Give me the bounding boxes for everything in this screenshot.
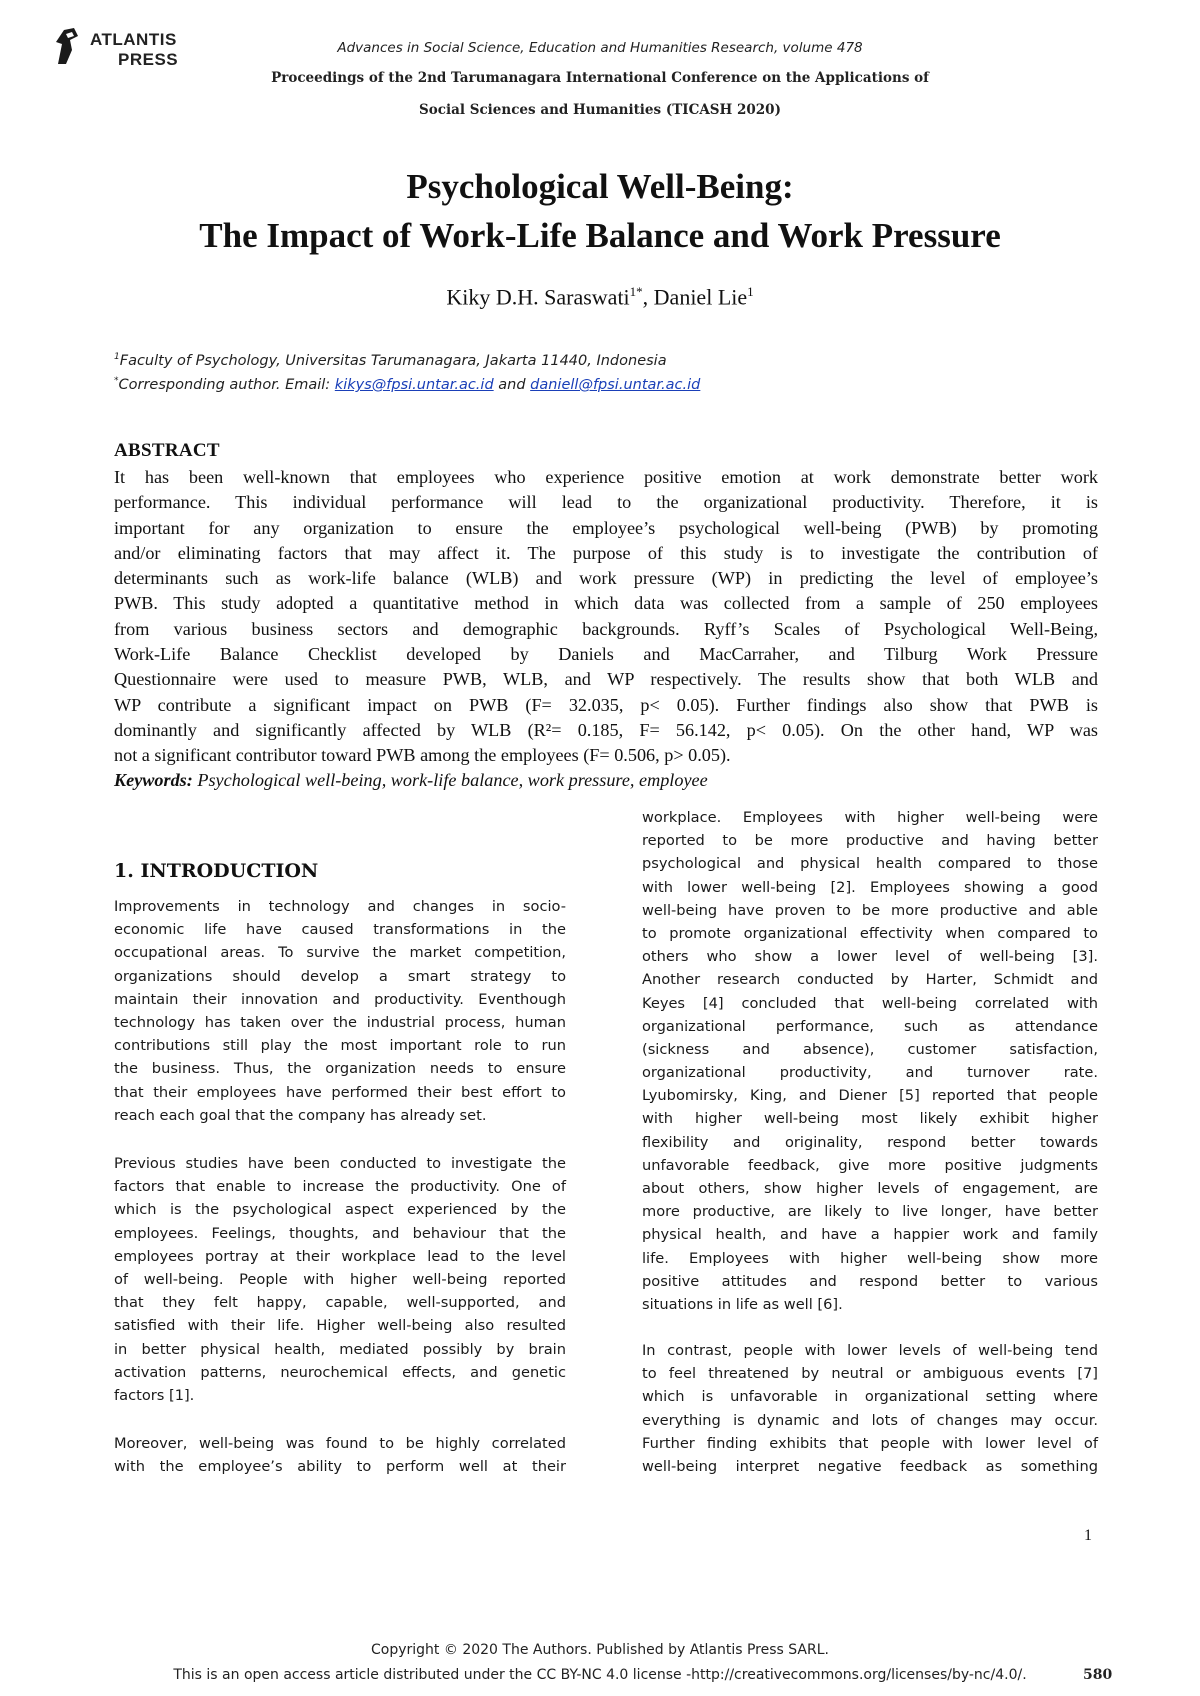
intro-p2-line: which is the psychological aspect experienced by the (114, 1201, 566, 1219)
paper-title-line-2: The Impact of Work-Life Balance and Work Pressure (199, 216, 1001, 255)
intro-paragraph-right-2 (642, 1339, 1098, 1478)
corresponding-marker: * (114, 376, 119, 386)
keywords-label: Keywords: (114, 770, 193, 790)
publisher-logo (52, 26, 182, 72)
intro-right-p1-line: more productive, are likely to live longer, have better (642, 1203, 1098, 1221)
abstract-line: Work-Life Balance Checklist developed by Daniels and MacCarraher, and Tilburg Work Pressure (114, 644, 1098, 665)
intro-p1-line: reach each goal that the company has already set. (114, 1106, 487, 1124)
intro-right-p1-line: psychological and physical health compared to those (642, 855, 1098, 873)
email-link-2[interactable]: daniell@fpsi.untar.ac.id (530, 376, 701, 393)
affiliation (114, 352, 667, 369)
affiliation-marker: 1 (114, 352, 120, 362)
intro-p2-line: employees. Feelings, thoughts, and behaviour that the (114, 1224, 566, 1242)
intro-p2-line: employees portray at their workplace lead to the level (114, 1247, 566, 1265)
intro-right-p1-line: Keyes [4] concluded that well-being correlated with (642, 994, 1098, 1012)
intro-p1-line: economic life have caused transformations in the (114, 921, 566, 939)
proceedings-line-1: Proceedings of the 2nd Tarumanagara International Conference on the Applications of (271, 70, 929, 86)
abstract-line: from various business sectors and demographic backgrounds. Ryff’s Scales of Psychological Well-Being, (114, 618, 1098, 639)
series-title: Advances in Social Science, Education and Humanities Research, volume 478 (337, 40, 863, 56)
intro-right-p1-line: Lyubomirsky, King, and Diener [5] reported that people (642, 1087, 1098, 1105)
intro-right-p1-line: Another research conducted by Harter, Schmidt and (642, 971, 1098, 989)
abstract-line: It has been well-known that employees who experience positive emotion at work demonstrate better work (114, 467, 1098, 487)
paper-title-line-1: Psychological Well-Being: (406, 167, 794, 206)
keywords-list: Psychological well-being, work-life balance, work pressure, employee (192, 770, 708, 790)
keywords (114, 770, 708, 791)
proceedings-line-2: Social Sciences and Humanities (TICASH 2020) (419, 102, 781, 118)
copyright-notice: Copyright © 2020 The Authors. Published by Atlantis Press SARL. (371, 1642, 829, 1658)
intro-right-p1-line: reported to be more productive and having better (642, 832, 1098, 850)
license-notice: This is an open access article distributed under the CC BY-NC 4.0 license -http://creativecommons.org/licenses/by-nc/4.0/. (173, 1667, 1027, 1683)
intro-right-p1-line: others who show a lower level of well-being [3]. (642, 948, 1098, 966)
intro-p1-line: the business. Thus, the organization needs to ensure (114, 1060, 566, 1078)
intro-right-p1-line: with higher well-being most likely exhibit higher (642, 1110, 1098, 1128)
author-2-marker: 1 (747, 284, 754, 299)
intro-right-p1-line: flexibility and originality, respond better towards (642, 1133, 1098, 1151)
author-2: Daniel Lie (653, 284, 748, 310)
intro-right-p2-line: which is unfavorable in organizational setting where (642, 1388, 1098, 1406)
intro-p1-line: maintain their innovation and productivity. Eventhough (114, 990, 566, 1008)
affiliation-text: Faculty of Psychology, Universitas Tarumanagara, Jakarta 11440, Indonesia (119, 352, 667, 369)
corresponding-author (114, 376, 700, 393)
abstract-line: PWB. This study adopted a quantitative method in which data was collected from a sample of 250 employees (114, 593, 1098, 614)
author-1: Kiky D.H. Saraswati (446, 284, 630, 310)
intro-right-p1-line: well-being have proven to be more productive and able (642, 901, 1098, 919)
intro-right-p1-line: organizational performance, such as attendance (642, 1017, 1098, 1035)
intro-p2-line: Previous studies have been conducted to investigate the (114, 1155, 566, 1172)
abstract-line: not a significant contributor toward PWB among the employees (F= 0.506, p> 0.05). (114, 745, 731, 766)
intro-right-p1-line: physical health, and have a happier work and family (642, 1226, 1098, 1244)
logo-text-press: PRESS (118, 50, 179, 69)
intro-paragraph-right-1 (642, 806, 1098, 1316)
abstract-line: dominantly and significantly affected by WLB (R²= 0.185, F= 56.142, p< 0.05). On the other hand, WP was (114, 719, 1098, 740)
intro-p2-line: activation patterns, neurochemical effects, and genetic (114, 1363, 566, 1381)
intro-right-p1-line: unfavorable feedback, give more positive judgments (642, 1156, 1098, 1174)
intro-right-p1-line: life. Employees with higher well-being show more (642, 1249, 1098, 1267)
intro-right-p1-line: workplace. Employees with higher well-being were (642, 809, 1098, 826)
intro-p1-line: contributions still play the most important role to run (114, 1037, 566, 1055)
author-separator: , (642, 284, 654, 310)
intro-p2-line: satisfied with their life. Higher well-being also resulted (114, 1317, 566, 1335)
intro-right-p2-line: to feel threatened by neutral or ambiguous events [7] (642, 1365, 1098, 1383)
abstract-line: WP contribute a significant impact on PWB (F= 32.035, p< 0.05). Further findings also show that PWB is (114, 694, 1098, 715)
intro-right-p1-line: (sickness and absence), customer satisfaction, (642, 1040, 1098, 1058)
intro-right-p1-line: to promote organizational effectivity when compared to (642, 924, 1098, 942)
intro-paragraph-2 (114, 1152, 566, 1407)
intro-right-p2-line: Further finding exhibits that people with lower level of (642, 1434, 1098, 1452)
intro-right-p2-line: well-being interpret negative feedback as something (642, 1457, 1098, 1475)
email-conjunction: and (493, 376, 531, 393)
abstract-line: performance. This individual performance will lead to the organizational productivity. Therefore, it is (114, 492, 1098, 513)
intro-p1-line: Improvements in technology and changes in socio- (114, 898, 566, 915)
logo-text-atlantis: ATLANTIS (90, 30, 177, 49)
author-1-marker: 1* (629, 284, 643, 299)
page-number: 1 (1084, 1527, 1092, 1544)
author-list (60, 284, 1140, 310)
atlantis-press-logo-mark (52, 26, 82, 66)
intro-right-p1-line: about others, show higher levels of engagement, are (642, 1180, 1098, 1197)
intro-p1-line: organizations should develop a smart strategy to (114, 967, 566, 985)
intro-p2-line: in better physical health, mediated possibly by brain (114, 1340, 566, 1358)
intro-right-p1-line: organizational productivity, and turnover rate. (642, 1064, 1098, 1082)
proceedings-page-number: 580 (1083, 1667, 1113, 1683)
section-heading-introduction: 1. INTRODUCTION (114, 860, 319, 882)
intro-right-p1-line: situations in life as well [6]. (642, 1295, 843, 1313)
intro-p1-line: technology has taken over the industrial process, human (114, 1013, 566, 1031)
abstract-line: determinants such as work-life balance (WLB) and work pressure (WP) in predicting the level of employee’s (114, 568, 1098, 589)
intro-p3-line: Moreover, well-being was found to be highly correlated (114, 1435, 566, 1452)
intro-p2-line: factors [1]. (114, 1386, 195, 1404)
abstract-line: and/or eliminating factors that may affect it. The purpose of this study is to investigate the contribution of (114, 542, 1098, 563)
corresponding-prefix: Corresponding author. Email: (118, 376, 335, 393)
abstract-line: important for any organization to ensure the employee’s psychological well-being (PWB) by promoting (114, 517, 1098, 538)
intro-p2-line: of well-being. People with higher well-being reported (114, 1270, 566, 1288)
email-link-1[interactable]: kikys@fpsi.untar.ac.id (334, 376, 494, 393)
intro-p2-line: factors that enable to increase the productivity. One of (114, 1178, 566, 1196)
intro-right-p1-line: positive attitudes and respond better to various (642, 1272, 1098, 1290)
intro-paragraph-1 (114, 895, 566, 1127)
intro-right-p1-line: with lower well-being [2]. Employees showing a good (642, 878, 1098, 896)
abstract-line: Questionnaire were used to measure PWB, WLB, and WP respectively. The results show that both WLB and (114, 669, 1098, 690)
intro-paragraph-3 (114, 1432, 566, 1478)
intro-p1-line: that their employees have performed their best effort to (114, 1083, 566, 1101)
intro-right-p2-line: everything is dynamic and lots of changes may occur. (642, 1411, 1098, 1429)
intro-p3-line: with the employee’s ability to perform well at their (114, 1458, 566, 1476)
intro-p2-line: that they felt happy, capable, well-supported, and (114, 1294, 566, 1312)
abstract-heading: ABSTRACT (114, 440, 220, 461)
intro-right-p2-line: In contrast, people with lower levels of well-being tend (642, 1342, 1098, 1359)
intro-p1-line: occupational areas. To survive the market competition, (114, 944, 566, 962)
abstract-body (114, 465, 1098, 769)
